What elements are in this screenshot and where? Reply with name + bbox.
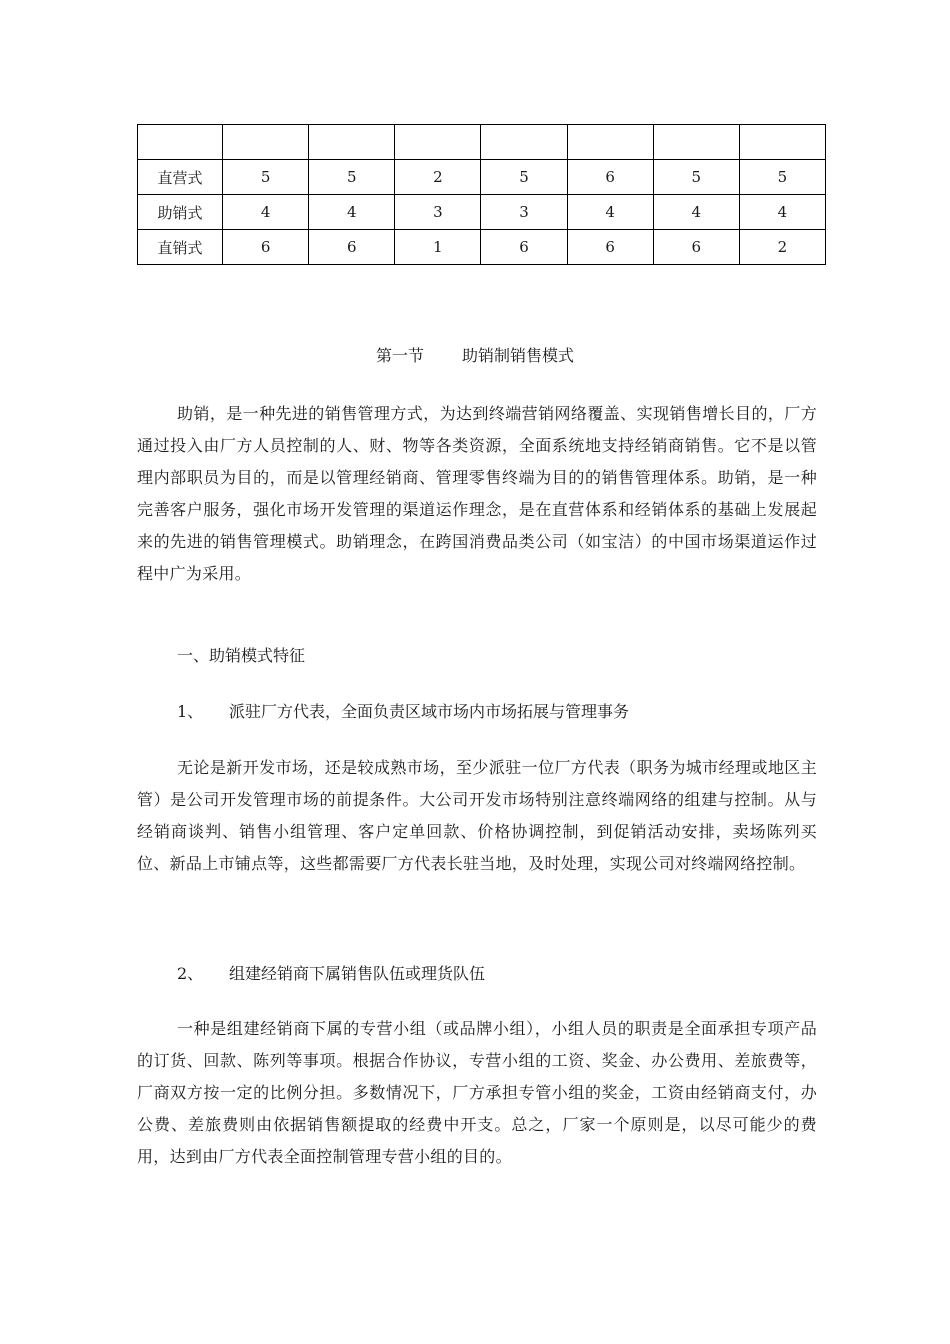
table-cell: 5 bbox=[223, 160, 309, 195]
item-paragraph-2: 一种是组建经销商下属的专营小组（或品牌小组），小组人员的职责是全面承担专项产品的订货、回款、陈列等事项。根据合作协议，专营小组的工资、奖金、办公费用、差旅费等，厂商双方按一定的比例分担。多数情况下，厂方承担专管小组的奖金，工资由经销商支付，办公费、差旅费则由依据销售额提取的经费中开支。总之，厂家一个原则是，以尽可能少的费用，达到由厂方代表全面控制管理专营小组的目的。 bbox=[137, 1019, 817, 1166]
row-label: 助销式 bbox=[138, 195, 223, 230]
section-heading: 助销制销售模式 bbox=[462, 346, 575, 365]
table-cell bbox=[653, 125, 739, 160]
table-cell bbox=[567, 125, 653, 160]
table-cell: 6 bbox=[223, 230, 309, 265]
table-cell: 4 bbox=[223, 195, 309, 230]
table-cell: 6 bbox=[481, 230, 567, 265]
item-title: 组建经销商下属销售队伍或理货队伍 bbox=[229, 964, 486, 983]
table-cell: 2 bbox=[395, 160, 481, 195]
table-cell: 5 bbox=[653, 160, 739, 195]
table-cell: 4 bbox=[309, 195, 395, 230]
subsection-title: 一、助销模式特征 bbox=[177, 646, 306, 665]
row-label: 直销式 bbox=[138, 230, 223, 265]
table-cell bbox=[309, 125, 395, 160]
item-number: 2、 bbox=[177, 964, 204, 983]
table-cell bbox=[481, 125, 567, 160]
table-cell: 6 bbox=[567, 230, 653, 265]
table-cell: 5 bbox=[309, 160, 395, 195]
table-cell: 6 bbox=[309, 230, 395, 265]
table-cell bbox=[739, 125, 825, 160]
item-paragraph-1: 无论是新开发市场，还是较成熟市场，至少派驻一位厂方代表（职务为城市经理或地区主管）是公司开发管理市场的前提条件。大公司开发市场特别注意终端网络的组建与控制。从与经销商谈判、销售小组管理、客户定单回款、价格协调控制，到促销活动安排，卖场陈列买位、新品上市铺点等，这些都需要厂方代表长驻当地，及时处理，实现公司对终端网络控制。 bbox=[137, 758, 817, 873]
table-cell bbox=[138, 125, 223, 160]
table-cell: 6 bbox=[567, 160, 653, 195]
table-cell: 3 bbox=[481, 195, 567, 230]
item-title: 派驻厂方代表，全面负责区域市场内市场拓展与管理事务 bbox=[229, 702, 630, 721]
table-cell: 4 bbox=[653, 195, 739, 230]
table-cell: 5 bbox=[481, 160, 567, 195]
table-header-row bbox=[138, 125, 826, 160]
table-cell: 6 bbox=[653, 230, 739, 265]
table-cell: 1 bbox=[395, 230, 481, 265]
table-cell: 3 bbox=[395, 195, 481, 230]
intro-paragraph: 助销，是一种先进的销售管理方式，为达到终端营销网络覆盖、实现销售增长目的，厂方通过投入由厂方人员控制的人、财、物等各类资源，全面系统地支持经销商销售。它不是以管理内部职员为目的，而是以管理经销商、管理零售终端为目的的销售管理体系。助销，是一种完善客户服务，强化市场开发管理的渠道运作理念，是在直营体系和经销体系的基础上发展起来的先进的销售管理模式。助销理念，在跨国消费品类公司（如宝洁）的中国市场渠道运作过程中广为采用。 bbox=[137, 404, 817, 583]
table-cell bbox=[395, 125, 481, 160]
table-cell: 4 bbox=[739, 195, 825, 230]
item-heading-1 bbox=[177, 700, 629, 724]
comparison-table bbox=[137, 124, 826, 265]
table-cell: 5 bbox=[739, 160, 825, 195]
item-number: 1、 bbox=[177, 702, 204, 721]
table-cell: 4 bbox=[567, 195, 653, 230]
table-cell bbox=[223, 125, 309, 160]
section-number: 第一节 bbox=[375, 346, 424, 365]
section-title bbox=[0, 344, 950, 368]
table-row bbox=[138, 230, 826, 265]
item-heading-2 bbox=[177, 962, 485, 986]
table-cell: 2 bbox=[739, 230, 825, 265]
table-row bbox=[138, 160, 826, 195]
row-label: 直营式 bbox=[138, 160, 223, 195]
table-row bbox=[138, 195, 826, 230]
